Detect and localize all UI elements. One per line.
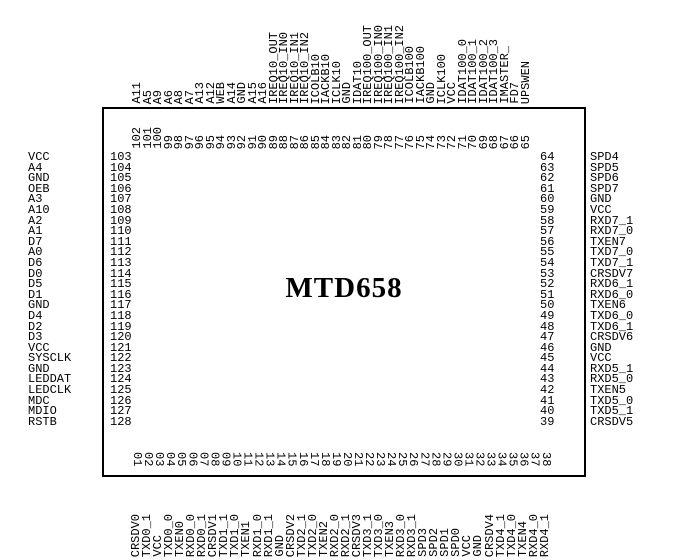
pin-number: 05 — [174, 452, 189, 467]
pin-number: 97 — [182, 134, 197, 149]
pin-label: RXD5_0 — [590, 372, 634, 387]
pin-number: 54 — [540, 255, 555, 270]
pin-label: GND — [272, 535, 287, 557]
pin-number: 46 — [540, 340, 555, 355]
pin-label: RXD1_1 — [261, 513, 276, 557]
pin-number: 126 — [110, 393, 132, 408]
pin-label: IDAT10 — [350, 60, 365, 104]
pin-number: 64 — [540, 150, 555, 164]
pin-number: 69 — [476, 134, 491, 149]
pin-label: RXD3_1 — [405, 513, 420, 557]
pin-label: TXEN0 — [173, 520, 188, 557]
pin-label: TXD7_0 — [590, 245, 634, 260]
pin-label: IREQ100_IN0 — [371, 24, 386, 104]
pin-label: A3 — [28, 192, 43, 207]
pin-number: 67 — [497, 134, 512, 149]
pin-label: TXD0_1 — [140, 513, 155, 557]
pin-number: 20 — [339, 452, 354, 467]
pin-label: RSTB — [28, 414, 57, 429]
pin-number: 21 — [350, 452, 365, 467]
pin-number: 111 — [110, 234, 132, 249]
pin-number: 04 — [163, 452, 178, 467]
pin-label: SPD2 — [427, 528, 442, 557]
pin-number: 108 — [110, 202, 132, 217]
pin-label: IDAT100_1 — [466, 39, 480, 104]
pin-label: D5 — [28, 277, 43, 292]
pin-number: 98 — [172, 134, 186, 149]
pin-number: 103 — [110, 150, 132, 164]
pin-label: CRSDV5 — [590, 414, 634, 429]
pin-label: VCC — [151, 535, 166, 557]
pin-label: IMASTER_ — [497, 46, 512, 104]
pin-label: SPD5 — [590, 160, 619, 175]
pin-number: 48 — [540, 319, 555, 334]
pin-label: TXD6_0 — [590, 308, 634, 323]
pin-label: A2 — [28, 213, 43, 228]
pin-number: 56 — [540, 234, 555, 249]
pin-label: IREQ10_IN0 — [277, 31, 291, 104]
pin-label: WEB — [214, 82, 228, 104]
pin-label: TXD5_1 — [590, 404, 634, 419]
pin-number: 60 — [540, 192, 555, 207]
pin-number: 42 — [540, 383, 555, 398]
pin-label: TXD7_1 — [590, 255, 634, 270]
pin-label: RXD5_1 — [590, 361, 634, 376]
pin-number: 101 — [140, 127, 155, 149]
pin-number: 73 — [434, 134, 449, 149]
pin-label: SYSCLK — [28, 351, 72, 366]
pin-number: 61 — [540, 181, 555, 196]
pin-label: A15 — [245, 82, 260, 104]
pin-number: 65 — [518, 134, 533, 149]
pin-number: 19 — [328, 452, 343, 467]
pin-label: SPD7 — [590, 181, 619, 196]
pin-number: 01 — [130, 452, 145, 467]
pin-label: ICOLB10 — [308, 53, 323, 104]
pin-label: ICLK10 — [329, 60, 344, 104]
pin-number: 85 — [308, 134, 323, 149]
pin-number: 39 — [540, 414, 555, 429]
pin-number: 116 — [110, 287, 132, 302]
left-pin-numbers — [110, 152, 132, 427]
pin-label: RXD4_0 — [526, 513, 541, 557]
pin-label: IDAT100_0 — [455, 39, 470, 104]
pin-label: TXD1_1 — [217, 513, 232, 557]
pin-number: 43 — [540, 372, 555, 387]
pin-label: D7 — [28, 234, 43, 249]
pin-number: 121 — [110, 340, 132, 355]
pin-number: 52 — [540, 277, 555, 292]
pin-number: 81 — [350, 134, 365, 149]
pin-label: OEB — [28, 181, 50, 196]
pin-label: GND — [28, 171, 50, 186]
pin-label: GND — [28, 298, 50, 313]
pin-label: A8 — [172, 89, 186, 104]
pin-number: 75 — [413, 134, 428, 149]
pin-number: 50 — [540, 298, 555, 313]
pin-label: SPD3 — [416, 528, 431, 557]
pin-label: GND — [340, 82, 354, 104]
pin-label: FD7 — [508, 82, 522, 104]
right-pin-labels — [590, 152, 633, 427]
pin-label: RXD2_1 — [338, 513, 353, 557]
pin-label: IACKB10 — [319, 53, 333, 104]
pin-number: 127 — [110, 404, 132, 419]
pin-number: 74 — [424, 134, 438, 149]
pin-number: 120 — [110, 330, 132, 345]
pin-label: RXD1_0 — [250, 513, 265, 557]
pin-number: 109 — [110, 213, 132, 228]
pin-number: 94 — [214, 134, 228, 149]
pin-label: A5 — [140, 89, 155, 104]
pin-number: 90 — [256, 134, 270, 149]
pin-label: RXD6_1 — [590, 277, 634, 292]
pin-number: 35 — [505, 452, 520, 467]
pin-label: LEDCLK — [28, 383, 72, 398]
pin-label: TXEN6 — [590, 298, 627, 313]
pin-number: 40 — [540, 404, 555, 419]
pin-number: 87 — [287, 134, 302, 149]
pin-number: 106 — [110, 181, 132, 196]
pin-label: CRSDV1 — [206, 513, 221, 557]
pin-label: SPD0 — [449, 528, 464, 557]
pin-number: 28 — [428, 452, 443, 467]
pin-number: 24 — [384, 452, 399, 467]
pin-label: TXD2_1 — [294, 513, 309, 557]
pin-label: CRSDV4 — [482, 513, 497, 557]
pin-number: 96 — [193, 134, 207, 149]
left-pin-labels — [28, 152, 71, 427]
pin-label: CRSDV2 — [283, 513, 298, 557]
pin-number: 128 — [110, 414, 132, 429]
pin-number: 08 — [207, 452, 222, 467]
pin-label: TXEN3 — [383, 520, 398, 557]
pin-number: 12 — [251, 452, 266, 467]
pin-number: 17 — [306, 452, 321, 467]
pin-label: IDAT100_3 — [487, 39, 501, 104]
pin-label: D6 — [28, 255, 43, 270]
pin-label: VCC — [28, 340, 50, 355]
pin-number: 78 — [382, 134, 396, 149]
pin-label: RXD4_1 — [537, 513, 552, 557]
pin-number: 55 — [540, 245, 555, 260]
pin-label: TXD2_0 — [305, 513, 320, 557]
pin-label: A10 — [28, 202, 50, 217]
pin-number: 45 — [540, 351, 555, 366]
pin-label: CRSDV6 — [590, 330, 634, 345]
pin-label: IREQ100_IN1 — [382, 24, 396, 104]
pin-number: 79 — [371, 134, 386, 149]
pin-number: 105 — [110, 171, 132, 186]
pin-number: 112 — [110, 245, 132, 260]
pin-number: 63 — [540, 160, 555, 175]
pin-label: D1 — [28, 287, 43, 302]
pin-label: VCC — [445, 82, 459, 104]
pin-label: GND — [590, 192, 612, 207]
pin-number: 23 — [373, 452, 388, 467]
pin-number: 89 — [266, 134, 281, 149]
pin-label: TXD4_1 — [493, 513, 508, 557]
pin-number: 59 — [540, 202, 555, 217]
pin-label: RXD6_0 — [590, 287, 634, 302]
pin-number: 34 — [494, 452, 509, 467]
pin-label: TXD3_1 — [360, 513, 375, 557]
pin-label: A1 — [28, 224, 43, 239]
pin-label: MDIO — [28, 404, 57, 419]
pin-number: 107 — [110, 192, 132, 207]
pin-number: 30 — [450, 452, 465, 467]
pin-number: 115 — [110, 277, 132, 292]
pin-number: 53 — [540, 266, 555, 281]
pin-number: 03 — [152, 452, 167, 467]
pin-number: 110 — [110, 224, 132, 239]
pin-number: 84 — [319, 134, 333, 149]
pin-number: 25 — [395, 452, 410, 467]
top-pin-labels — [132, 8, 531, 104]
pin-number: 06 — [185, 452, 200, 467]
pin-label: A4 — [28, 160, 43, 175]
pin-number: 117 — [110, 298, 132, 313]
pin-number: 91 — [245, 134, 260, 149]
pin-number: 93 — [224, 134, 239, 149]
pin-label: VCC — [590, 202, 612, 217]
pin-number: 11 — [240, 452, 255, 467]
pin-label: A11 — [130, 82, 144, 104]
pin-label: LEDDAT — [28, 372, 72, 387]
pin-number: 07 — [196, 452, 211, 467]
right-pin-numbers — [540, 152, 554, 427]
pin-number: 62 — [540, 171, 555, 186]
pin-number: 83 — [329, 134, 344, 149]
pin-number: 27 — [417, 452, 432, 467]
pin-number: 76 — [403, 134, 417, 149]
pin-label: IREQ10_IN1 — [287, 31, 302, 104]
pin-number: 18 — [317, 452, 332, 467]
pin-number: 70 — [466, 134, 480, 149]
pin-label: D2 — [28, 319, 43, 334]
pin-number: 49 — [540, 308, 555, 323]
pin-number: 02 — [141, 452, 156, 467]
pin-number: 86 — [298, 134, 312, 149]
pin-number: 31 — [461, 452, 476, 467]
pin-label: A14 — [224, 82, 239, 104]
pin-label: RXD7_0 — [590, 224, 634, 239]
pin-label: CRSDV0 — [129, 513, 143, 557]
pin-number: 82 — [340, 134, 354, 149]
pin-number: 122 — [110, 351, 132, 366]
pin-number: 99 — [161, 134, 176, 149]
pin-label: GND — [590, 340, 612, 355]
pin-label: TXEN5 — [590, 383, 627, 398]
bottom-pin-numbers — [131, 452, 551, 478]
pin-label: TXEN7 — [590, 234, 627, 249]
pin-label: IREQ100_IN2 — [392, 24, 407, 104]
pin-number: 102 — [130, 127, 144, 149]
pin-label: CRSDV3 — [349, 513, 364, 557]
pin-number: 123 — [110, 361, 132, 376]
pin-label: D0 — [28, 266, 43, 281]
pin-label: MDC — [28, 393, 50, 408]
pin-label: D4 — [28, 308, 43, 323]
pin-label: TXD5_0 — [590, 393, 634, 408]
pin-label: IACKB100 — [413, 46, 428, 104]
pin-number: 36 — [516, 452, 531, 467]
pin-label: TXD1_0 — [228, 513, 243, 557]
pin-number: 68 — [487, 134, 501, 149]
pin-number: 125 — [110, 383, 132, 398]
pin-number: 77 — [392, 134, 407, 149]
pin-label: A0 — [28, 245, 43, 260]
pin-number: 33 — [483, 452, 498, 467]
pin-label: VCC — [590, 351, 612, 366]
pin-label: A16 — [256, 82, 270, 104]
pin-label: TXD0_0 — [162, 513, 177, 557]
pin-label: GND — [424, 82, 438, 104]
pin-label: ICOLB100 — [403, 46, 417, 104]
pin-number: 80 — [361, 134, 375, 149]
pin-number: 44 — [540, 361, 555, 376]
pin-number: 95 — [203, 134, 218, 149]
pin-number: 09 — [218, 452, 233, 467]
pin-label: TXEN4 — [515, 520, 530, 557]
pin-number: 22 — [362, 452, 377, 467]
pin-label: IREQ10_OUT — [266, 31, 281, 104]
pin-label: RXD3_0 — [394, 513, 409, 557]
pin-number: 38 — [538, 452, 553, 467]
pin-number: 92 — [235, 134, 249, 149]
pin-label: IREQ100_OUT — [361, 24, 375, 104]
pin-label: IREQ10_IN2 — [298, 31, 312, 104]
pin-label: VCC — [28, 150, 50, 164]
pin-number: 37 — [527, 452, 542, 467]
pin-number: 66 — [508, 134, 522, 149]
pin-label: D3 — [28, 330, 43, 345]
pin-label: GND — [471, 535, 486, 557]
top-pin-numbers — [132, 110, 531, 149]
pin-label: GND — [28, 361, 50, 376]
pin-label: TXD6_1 — [590, 319, 634, 334]
bottom-pin-labels — [131, 488, 551, 557]
pin-label: A7 — [182, 89, 197, 104]
pin-label: ICLK100 — [434, 53, 449, 104]
pin-label: SPD1 — [438, 528, 453, 557]
pin-number: 10 — [229, 452, 244, 467]
chip-title: MTD658 — [285, 272, 403, 304]
pin-number: 113 — [110, 255, 132, 270]
pin-label: A9 — [151, 89, 165, 104]
pin-number: 88 — [277, 134, 291, 149]
pin-label: A6 — [161, 89, 176, 104]
pin-label: RXD2_0 — [327, 513, 342, 557]
pin-label: RXD0_1 — [195, 513, 210, 557]
pin-number: 15 — [284, 452, 299, 467]
pin-number: 104 — [110, 160, 132, 175]
pin-label: VCC — [460, 535, 475, 557]
pin-label: SPD6 — [590, 171, 619, 186]
pin-number: 72 — [445, 134, 459, 149]
pin-label: UPSWEN — [518, 60, 533, 104]
pin-number: 14 — [273, 452, 288, 467]
pin-label: CRSDV7 — [590, 266, 634, 281]
pin-label: TXEN2 — [316, 520, 331, 557]
pin-number: 119 — [110, 319, 132, 334]
pin-label: TXEN1 — [239, 520, 254, 557]
pin-number: 57 — [540, 224, 555, 239]
pin-number: 51 — [540, 287, 555, 302]
pin-label: GND — [235, 82, 249, 104]
pin-number: 26 — [406, 452, 421, 467]
pin-label: TXD3_0 — [372, 513, 387, 557]
pin-number: 114 — [110, 266, 132, 281]
pin-label: A13 — [193, 82, 207, 104]
pin-label: SPD4 — [590, 150, 619, 164]
pin-label: RXD7_1 — [590, 213, 634, 228]
pin-number: 16 — [295, 452, 310, 467]
pin-label: TXD4_0 — [504, 513, 519, 557]
pin-label: IDAT100_2 — [476, 39, 491, 104]
pin-number: 13 — [262, 452, 277, 467]
pin-number: 100 — [151, 127, 165, 149]
pin-number: 58 — [540, 213, 555, 228]
pin-label: RXD0_0 — [184, 513, 199, 557]
pin-number: 41 — [540, 393, 555, 408]
pin-number: 29 — [439, 452, 454, 467]
pin-label: A12 — [203, 82, 218, 104]
pin-number: 118 — [110, 308, 132, 323]
pin-number: 47 — [540, 330, 555, 345]
pin-number: 124 — [110, 372, 132, 387]
pin-number: 71 — [455, 134, 470, 149]
pin-number: 32 — [472, 452, 487, 467]
